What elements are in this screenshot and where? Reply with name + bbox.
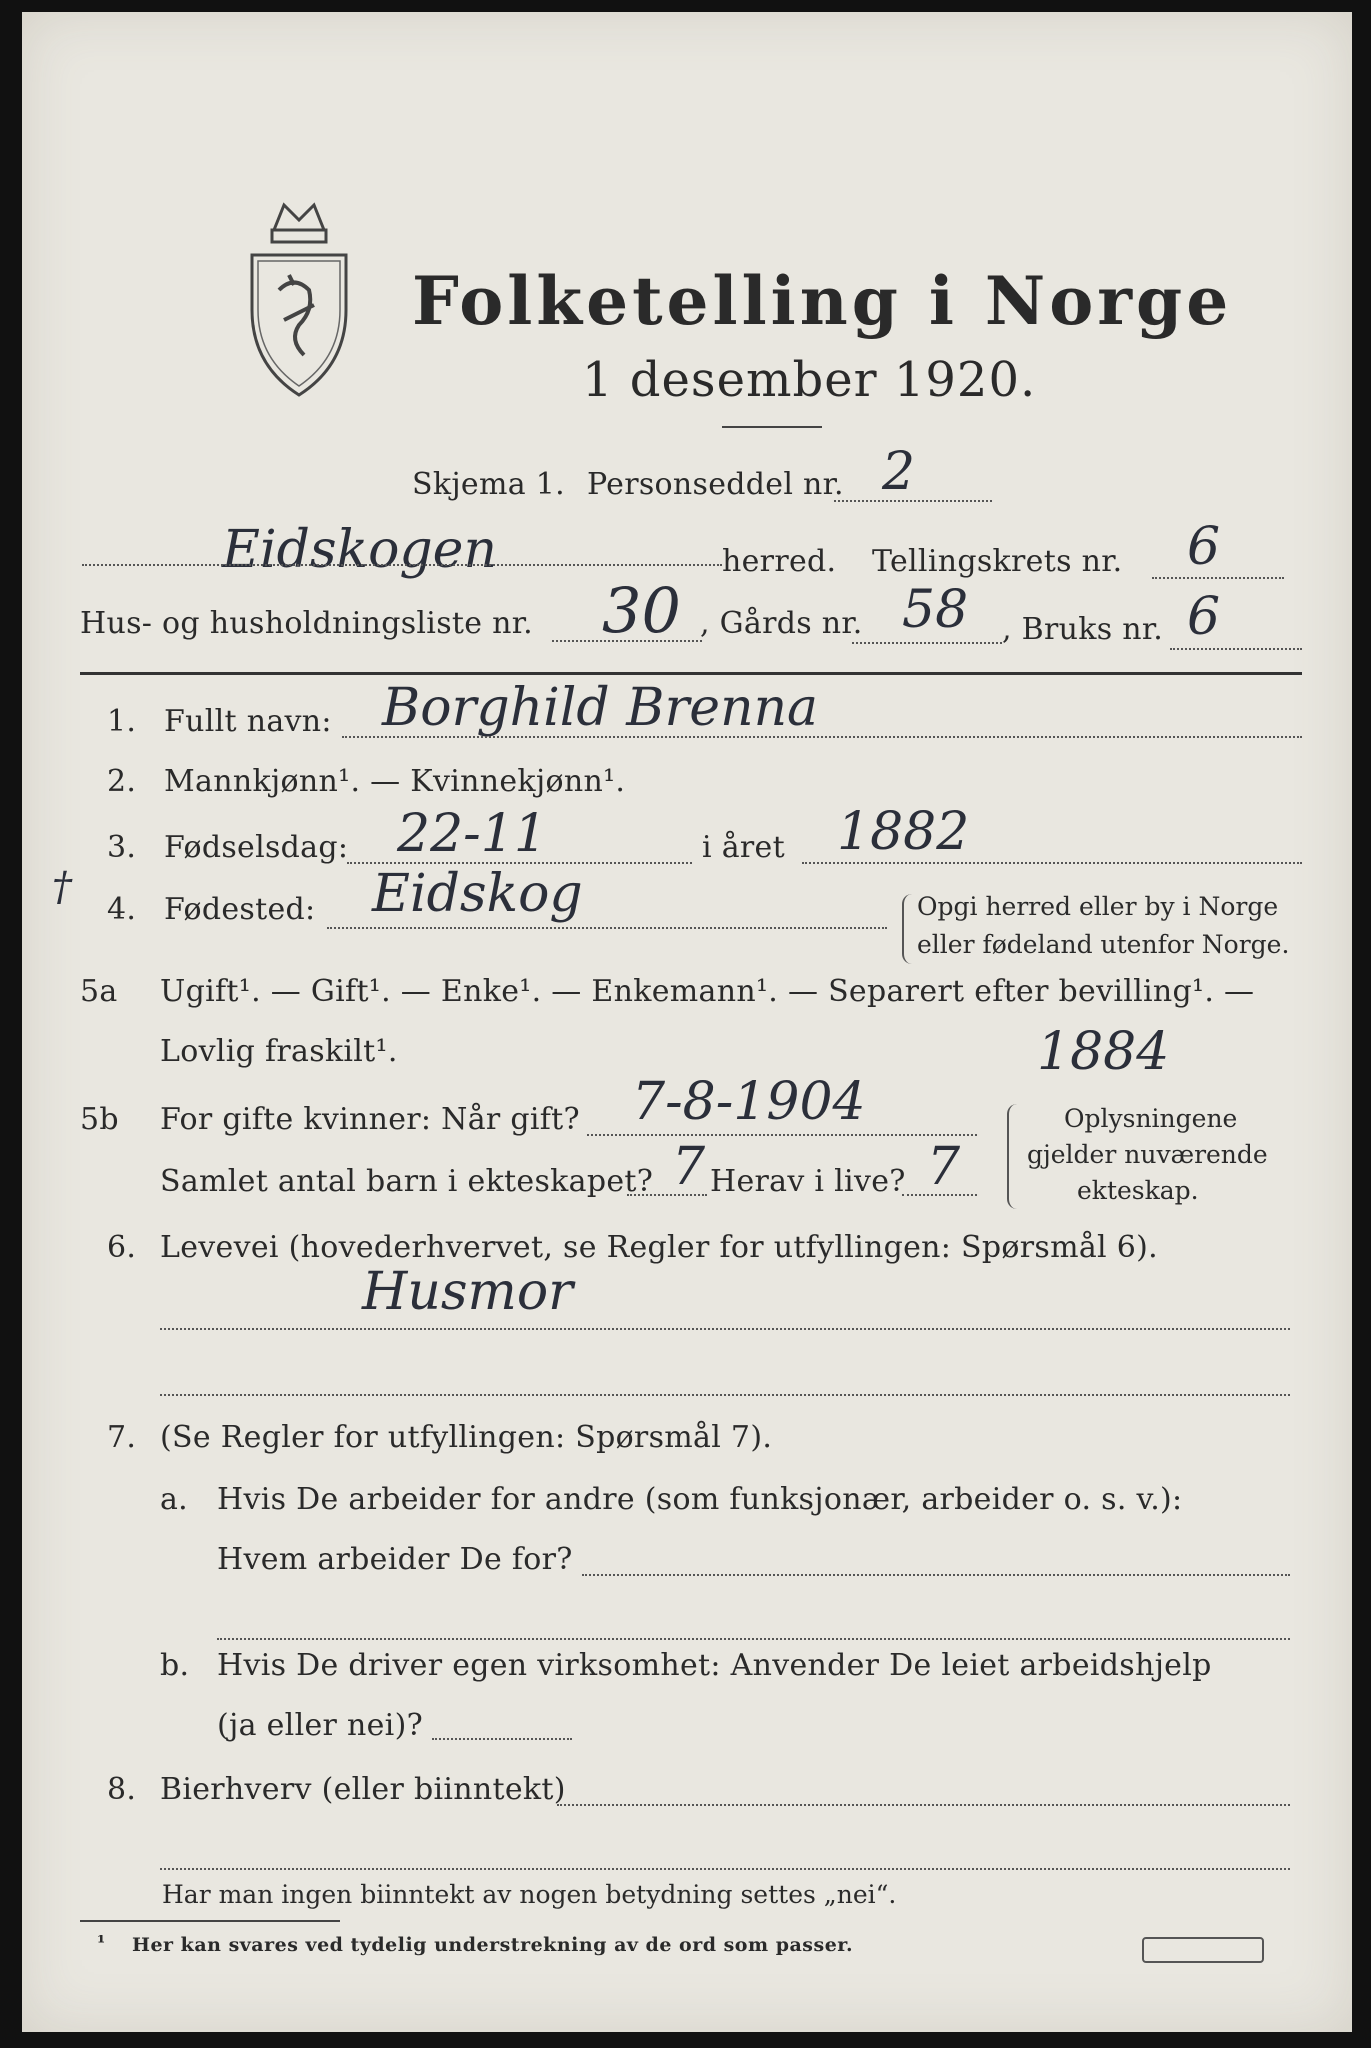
q6-label: Levevei (hovederhvervet, se Regler for utfyllingen: Spørsmål 6). <box>160 1230 1158 1265</box>
q6-number: 6. <box>107 1230 137 1265</box>
form-date: 1 desember 1920. <box>582 352 1037 408</box>
printer-stamp-icon <box>1142 1937 1264 1963</box>
marriage-extra-value[interactable]: 1884 <box>1037 1022 1170 1082</box>
hired-help-field[interactable] <box>432 1738 572 1740</box>
q7b-number: b. <box>160 1648 190 1683</box>
herred-label: herred. <box>722 544 837 579</box>
husliste-label: Hus- og husholdningsliste nr. <box>80 606 533 641</box>
q3-label: Fødselsdag: <box>164 830 349 865</box>
husliste-value[interactable]: 30 <box>602 574 681 647</box>
marriage-note-2: gjelder nuværende <box>1027 1140 1268 1169</box>
q8-label: Bierhverv (eller biinntekt) <box>160 1772 566 1807</box>
living-label: Herav i live? <box>710 1164 906 1199</box>
form-title: Folketelling i Norge <box>412 262 1233 340</box>
birth-year-value[interactable]: 1882 <box>837 802 970 862</box>
side-income-field[interactable] <box>557 1804 1290 1806</box>
marital-options-1: Ugift¹. — Gift¹. — Enke¹. — Enkemann¹. — Separert efter bevilling¹. — <box>160 974 1255 1009</box>
q4-label: Fødested: <box>164 892 316 927</box>
q1-number: 1. <box>107 704 137 739</box>
personseddel-value[interactable]: 2 <box>882 442 916 502</box>
census-form <box>22 12 1352 2032</box>
q7-number: 7. <box>107 1420 137 1455</box>
marriage-note-1: Oplysningene <box>1064 1104 1238 1133</box>
q3-number: 3. <box>107 830 137 865</box>
q7b-line-1: Hvis De driver egen virksomhet: Anvender De leiet arbeidshjelp <box>217 1648 1212 1683</box>
q5a-number: 5a <box>80 974 118 1009</box>
footnote-divider <box>80 1920 340 1922</box>
occupation-value[interactable]: Husmor <box>362 1262 573 1322</box>
coat-of-arms-icon <box>244 190 354 404</box>
birthdate-value[interactable]: 22-11 <box>397 804 547 864</box>
footnote-mark: ¹ <box>97 1932 106 1954</box>
birthplace-value[interactable]: Eidskog <box>372 864 583 924</box>
side-income-note: Har man ingen biinntekt av nogen betydning settes „nei“. <box>162 1880 897 1909</box>
marital-options-2: Lovlig fraskilt¹. <box>160 1034 398 1069</box>
personseddel-label: Personseddel nr. <box>587 467 844 502</box>
children-label: Samlet antal barn i ekteskapet? <box>160 1164 654 1199</box>
q4-mark: † <box>52 864 72 910</box>
full-name-value[interactable]: Borghild Brenna <box>382 678 819 738</box>
marriage-date-value[interactable]: 7-8-1904 <box>632 1072 866 1132</box>
bruks-label: , Bruks nr. <box>1002 612 1164 647</box>
gards-value[interactable]: 58 <box>902 580 969 640</box>
q4-number: 4. <box>107 892 137 927</box>
q5b-label: For gifte kvinner: Når gift? <box>160 1102 580 1137</box>
tellingskrets-label: Tellingskrets nr. <box>872 544 1123 579</box>
q5b-number: 5b <box>80 1102 119 1137</box>
q8-number: 8. <box>107 1772 137 1807</box>
q7b-line-2: (ja eller nei)? <box>217 1708 423 1743</box>
bruks-value[interactable]: 6 <box>1187 587 1221 647</box>
q7a-line-1: Hvis De arbeider for andre (som funksjonær, arbeider o. s. v.): <box>217 1482 1183 1517</box>
gards-label: , Gårds nr. <box>700 606 863 641</box>
footnote-text: Her kan svares ved tydelig understrekning av de ord som passer. <box>132 1934 854 1956</box>
marriage-note-3: ekteskap. <box>1077 1176 1199 1205</box>
herred-value[interactable]: Eidskogen <box>222 520 497 580</box>
q7-label: (Se Regler for utfyllingen: Spørsmål 7). <box>160 1420 773 1455</box>
skjema-label: Skjema 1. <box>412 467 565 502</box>
q7a-number: a. <box>160 1482 189 1517</box>
q7a-line-2: Hvem arbeider De for? <box>217 1542 573 1577</box>
header-divider <box>80 672 1302 675</box>
q2-number: 2. <box>107 764 137 799</box>
children-total-value[interactable]: 7 <box>672 1137 706 1197</box>
q1-label: Fullt navn: <box>164 704 332 739</box>
birthplace-note-1: Opgi herred eller by i Norge <box>917 892 1279 921</box>
tellingskrets-value[interactable]: 6 <box>1187 517 1221 577</box>
title-divider <box>722 426 822 428</box>
children-living-value[interactable]: 7 <box>927 1137 961 1197</box>
employer-field[interactable] <box>582 1574 1290 1576</box>
year-label: i året <box>702 830 785 865</box>
gender-options: Mannkjønn¹. — Kvinnekjønn¹. <box>164 764 626 799</box>
birthplace-note-2: eller fødeland utenfor Norge. <box>917 930 1290 959</box>
